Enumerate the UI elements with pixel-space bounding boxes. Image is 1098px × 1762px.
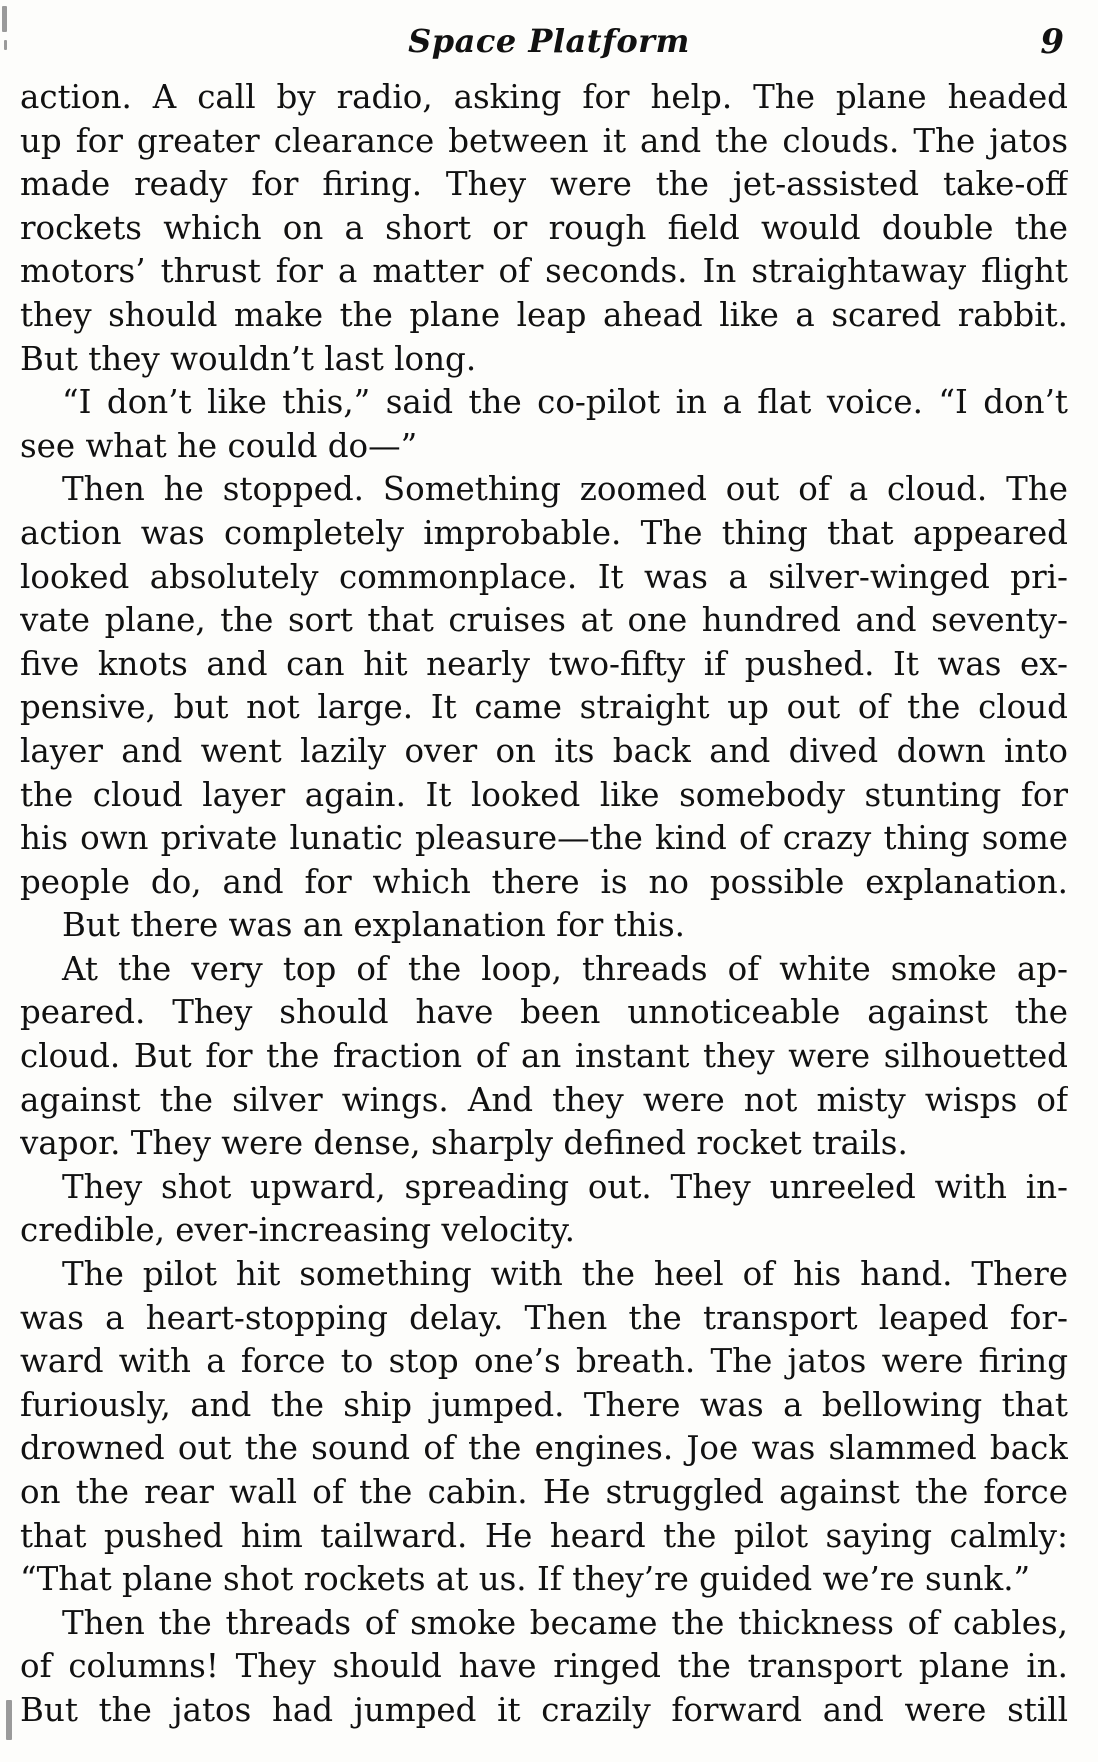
text-line: drowned out the sound of the engines. Joe was slammed back	[20, 1429, 1068, 1468]
text-line: Then the threads of smoke became the thickness of cables,	[62, 1603, 1068, 1642]
running-title: Space Platform	[408, 22, 690, 60]
body-text	[20, 76, 1068, 1733]
text-line: looked absolutely commonplace. It was a silver-winged pri-	[20, 557, 1068, 596]
text-line: motors’ thrust for a matter of seconds. In straightaway flight	[20, 252, 1068, 291]
text-line: But the jatos had jumped it crazily forward and were still	[20, 1690, 1068, 1729]
text-line: At the very top of the loop, threads of white smoke ap-	[62, 949, 1068, 988]
text-line: that pushed him tailward. He heard the pilot saying calmly:	[20, 1516, 1068, 1555]
page-number: 9	[1040, 22, 1064, 62]
text-line: action was completely improbable. The thing that appeared	[20, 513, 1068, 552]
text-line: the cloud layer again. It looked like somebody stunting for	[20, 775, 1068, 814]
text-line: pensive, but not large. It came straight up out of the cloud	[20, 688, 1068, 727]
text-line: “I don’t like this,” said the co-pilot in a flat voice. “I don’t	[62, 383, 1068, 422]
scan-speck	[6, 1700, 12, 1740]
text-line: against the silver wings. And they were not misty wisps of	[20, 1080, 1068, 1119]
scan-speck	[4, 40, 7, 50]
text-line: layer and went lazily over on its back and dived down into	[20, 731, 1068, 770]
text-line: Then he stopped. Something zoomed out of a cloud. The	[62, 470, 1068, 509]
text-line: But they wouldn’t last long.	[20, 339, 477, 378]
text-line: rockets which on a short or rough field would double the	[20, 208, 1068, 247]
text-line: furiously, and the ship jumped. There was a bellowing that	[20, 1385, 1068, 1424]
text-line: up for greater clearance between it and the clouds. The jatos	[20, 121, 1068, 160]
text-line: They shot upward, spreading out. They unreeled with in-	[62, 1167, 1068, 1206]
text-line: credible, ever-increasing velocity.	[20, 1211, 576, 1250]
text-line: vate plane, the sort that cruises at one hundred and seventy-	[20, 601, 1068, 640]
text-line: they should make the plane leap ahead like a scared rabbit.	[20, 295, 1068, 334]
text-line: action. A call by radio, asking for help. The plane headed	[20, 78, 1068, 116]
text-line: was a heart-stopping delay. Then the transport leaped for-	[20, 1298, 1068, 1337]
text-line: “That plane shot rockets at us. If they’re guided we’re sunk.”	[20, 1560, 1031, 1599]
text-line: people do, and for which there is no possible explanation.	[20, 862, 1068, 901]
text-line: made ready for firing. They were the jet-assisted take-off	[20, 165, 1068, 204]
text-line: The pilot hit something with the heel of his hand. There	[62, 1255, 1068, 1294]
text-line: see what he could do—”	[20, 426, 418, 465]
running-head	[22, 22, 1076, 66]
text-line: vapor. They were dense, sharply defined rocket trails.	[20, 1124, 908, 1163]
text-line: But there was an explanation for this.	[62, 906, 685, 945]
text-line: his own private lunatic pleasure—the kind of crazy thing some	[20, 819, 1068, 858]
text-line: cloud. But for the fraction of an instant they were silhouetted	[20, 1037, 1068, 1076]
text-line: ward with a force to stop one’s breath. The jatos were firing	[20, 1342, 1068, 1381]
text-line: five knots and can hit nearly two-fifty if pushed. It was ex-	[20, 644, 1068, 683]
scan-speck	[2, 6, 7, 32]
text-line: of columns! They should have ringed the transport plane in.	[20, 1647, 1068, 1686]
text-line: peared. They should have been unnoticeable against the	[20, 993, 1068, 1032]
text-line: on the rear wall of the cabin. He struggled against the force	[20, 1473, 1068, 1511]
